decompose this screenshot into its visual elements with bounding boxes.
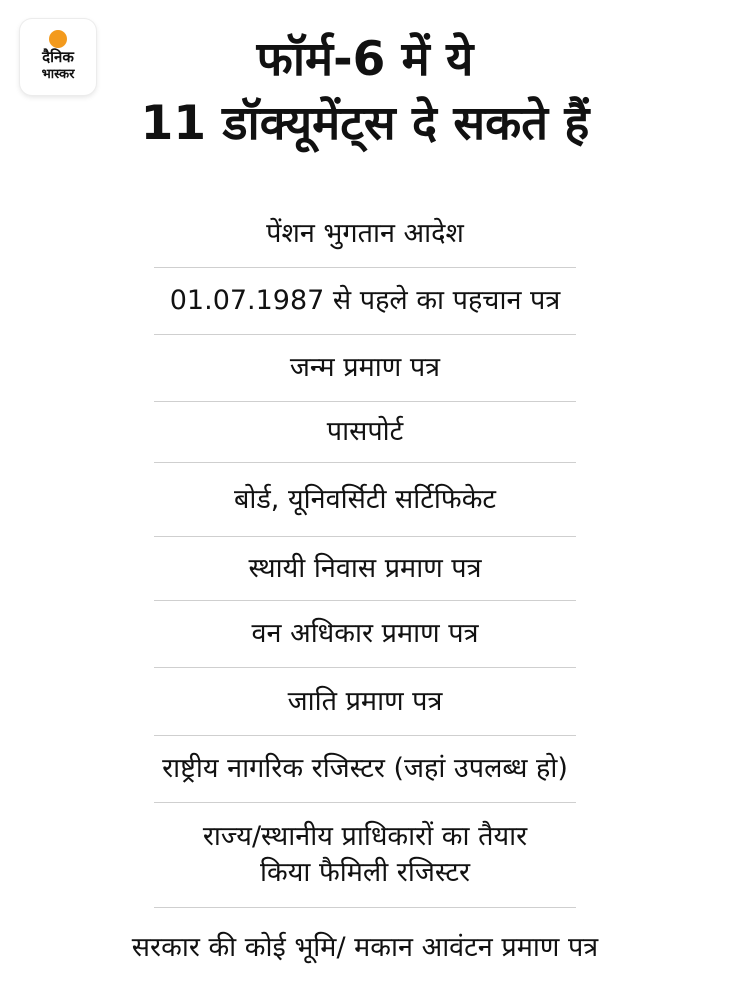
document-label: स्थायी निवास प्रमाण पत्र	[248, 552, 482, 584]
document-row-birth-certificate	[154, 335, 576, 402]
document-label: जन्म प्रमाण पत्र	[289, 352, 441, 383]
document-row-pension-order	[154, 200, 576, 268]
document-label-line2: किया फैमिली रजिस्टर	[259, 857, 471, 888]
document-label: 01.07.1987 से पहले का पहचान पत्र	[169, 285, 561, 316]
document-label-multiline	[203, 819, 527, 891]
document-label: बोर्ड, यूनिवर्सिटी सर्टिफिकेट	[233, 483, 497, 515]
document-label: पासपोर्ट	[326, 416, 404, 447]
document-label: सरकार की कोई भूमि/ मकान आवंटन प्रमाण पत्र	[131, 932, 599, 963]
document-row-identity-before-1987	[154, 268, 576, 335]
document-label: पेंशन भुगतान आदेश	[266, 217, 464, 249]
document-row-forest-rights	[154, 601, 576, 668]
page-title	[40, 28, 690, 156]
document-row-caste-certificate	[154, 668, 576, 736]
document-label: जाति प्रमाण पत्र	[287, 685, 443, 717]
document-row-board-university-certificate	[154, 463, 576, 537]
document-row-passport	[154, 402, 576, 463]
documents-list	[131, 200, 599, 988]
title-line2: 11 डॉक्यूमेंट्स दे सकते हैं	[140, 96, 590, 151]
document-row-national-register-citizens	[154, 736, 576, 803]
document-row-permanent-residence	[154, 537, 576, 601]
logo-text-line1: दैनिक	[42, 48, 74, 66]
document-row-family-register	[154, 803, 576, 908]
document-label-line1: राज्य/स्थानीय प्राधिकारों का तैयार	[202, 821, 528, 852]
document-row-land-house-allotment	[131, 908, 599, 988]
logo-text-line2: भास्कर	[41, 67, 75, 82]
document-label: राष्ट्रीय नागरिक रजिस्टर (जहां उपलब्ध हो)	[162, 753, 568, 784]
title-line1: फॉर्म-6 में ये	[256, 32, 474, 87]
document-label: वन अधिकार प्रमाण पत्र	[251, 618, 479, 649]
